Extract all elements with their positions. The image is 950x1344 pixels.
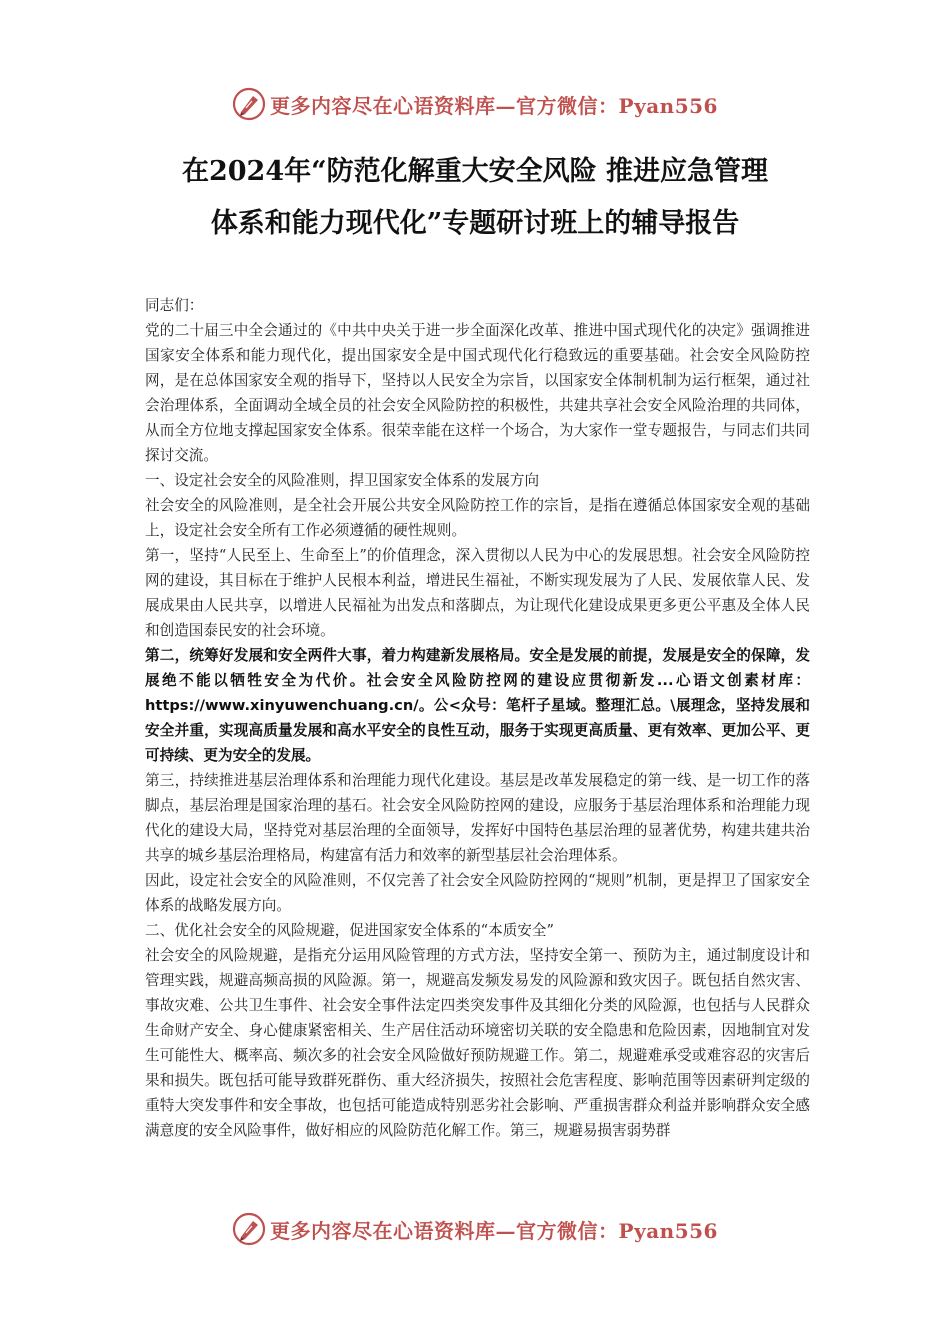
document-title xyxy=(0,146,950,250)
pen-nib-logo-icon xyxy=(232,1212,266,1246)
paragraph: 因此，设定社会安全的风险准则，不仅完善了社会安全风险防控网的“规则”机制，更是捍卫了国家安全体系的战略发展方向。 xyxy=(145,872,810,914)
document-body xyxy=(145,293,810,1143)
salutation: 同志们： xyxy=(145,297,204,314)
banner-text: 更多内容尽在心语资料库—官方微信：Pyan556 xyxy=(270,1218,718,1243)
paragraph: 第三，持续推进基层治理体系和治理能力现代化建设。基层是改革发展稳定的第一线、是一切工作的落脚点，基层治理是国家治理的基石。社会安全风险防控网的建设，应服务于基层治理体系和治理能力现代化的建设大局，坚持党对基层治理的全面领导，发挥好中国特色基层治理的显著优势，构建共建共治共享的城乡基层治理格局，构建富有活力和效率的新型基层社会治理体系。 xyxy=(145,772,810,864)
footer-banner xyxy=(0,1209,950,1249)
banner-text: 更多内容尽在心语资料库—官方微信：Pyan556 xyxy=(270,93,718,118)
paragraph: 社会安全的风险规避，是指充分运用风险管理的方式方法，坚持安全第一、预防为主，通过制度设计和管理实践，规避高频高损的风险源。第一，规避高发频发易发的风险源和致灾因子。既包括自然灾害、事故灾难、公共卫生事件、社会安全事件法定四类突发事件及其细化分类的风险源，也包括与人民群众生命财产安全、身心健康紧密相关、生产居住活动环境密切关联的安全隐患和危险因素，因地制宜对发生可能性大、概率高、频次多的社会安全风险做好预防规避工作。第二，规避难承受或难容忍的灾害后果和损失。既包括可能导致群死群伤、重大经济损失，按照社会危害程度、影响范围等因素研判定级的重特大突发事件和安全事故，也包括可能造成特别恶劣社会影响、严重损害群众利益并影响群众安全感满意度的安全风险事件，做好相应的风险防范化解工作。第三，规避易损害弱势群 xyxy=(145,947,810,1139)
pen-nib-logo-icon xyxy=(232,87,266,121)
paragraph-bold: 第二，统筹好发展和安全两件大事，着力构建新发展格局。安全是发展的前提，发展是安全的保障，发展绝不能以牺牲安全为代价。社会安全风险防控网的建设应贯彻新发...心语文创素材库：https://www.xinyuwenchuang.cn/。公<众号：笔杆子星域。整理汇总。\展理念，坚持发展和安全并重，实现高质量发展和高水平安全的良性互动，服务于实现更高质量、更有效率、更加公平、更可持续、更为安全的发展。 xyxy=(145,647,810,764)
title-line-1: 在2024年“防范化解重大安全风险 推进应急管理 xyxy=(181,156,769,187)
section-heading-1: 一、设定社会安全的风险准则，捍卫国家安全体系的发展方向 xyxy=(145,472,540,489)
header-banner xyxy=(0,84,950,124)
section-heading-2: 二、优化社会安全的风险规避，促进国家安全体系的“本质安全” xyxy=(145,922,554,939)
title-line-2: 体系和能力现代化”专题研讨班上的辅导报告 xyxy=(210,208,740,239)
paragraph-intro: 党的二十届三中全会通过的《中共中央关于进一步全面深化改革、推进中国式现代化的决定》强调推进国家安全体系和能力现代化，提出国家安全是中国式现代化行稳致远的重要基础。社会安全风险防控网，是在总体国家安全观的指导下，坚持以人民安全为宗旨，以国家安全体制机制为运行框架，通过社会治理体系，全面调动全域全员的社会安全风险防控的积极性，共建共享社会安全风险治理的共同体，从而全方位地支撑起国家安全体系。很荣幸能在这样一个场合，为大家作一堂专题报告，与同志们共同探讨交流。 xyxy=(145,322,810,464)
paragraph: 第一，坚持“人民至上、生命至上”的价值理念，深入贯彻以人民为中心的发展思想。社会安全风险防控网的建设，其目标在于维护人民根本利益，增进民生福祉，不断实现发展为了人民、发展依靠人民、发展成果由人民共享，以增进人民福祉为出发点和落脚点，为让现代化建设成果更多更公平惠及全体人民和创造国泰民安的社会环境。 xyxy=(145,547,810,639)
paragraph: 社会安全的风险准则，是全社会开展公共安全风险防控工作的宗旨，是指在遵循总体国家安全观的基础上，设定社会安全所有工作必须遵循的硬性规则。 xyxy=(145,497,810,539)
